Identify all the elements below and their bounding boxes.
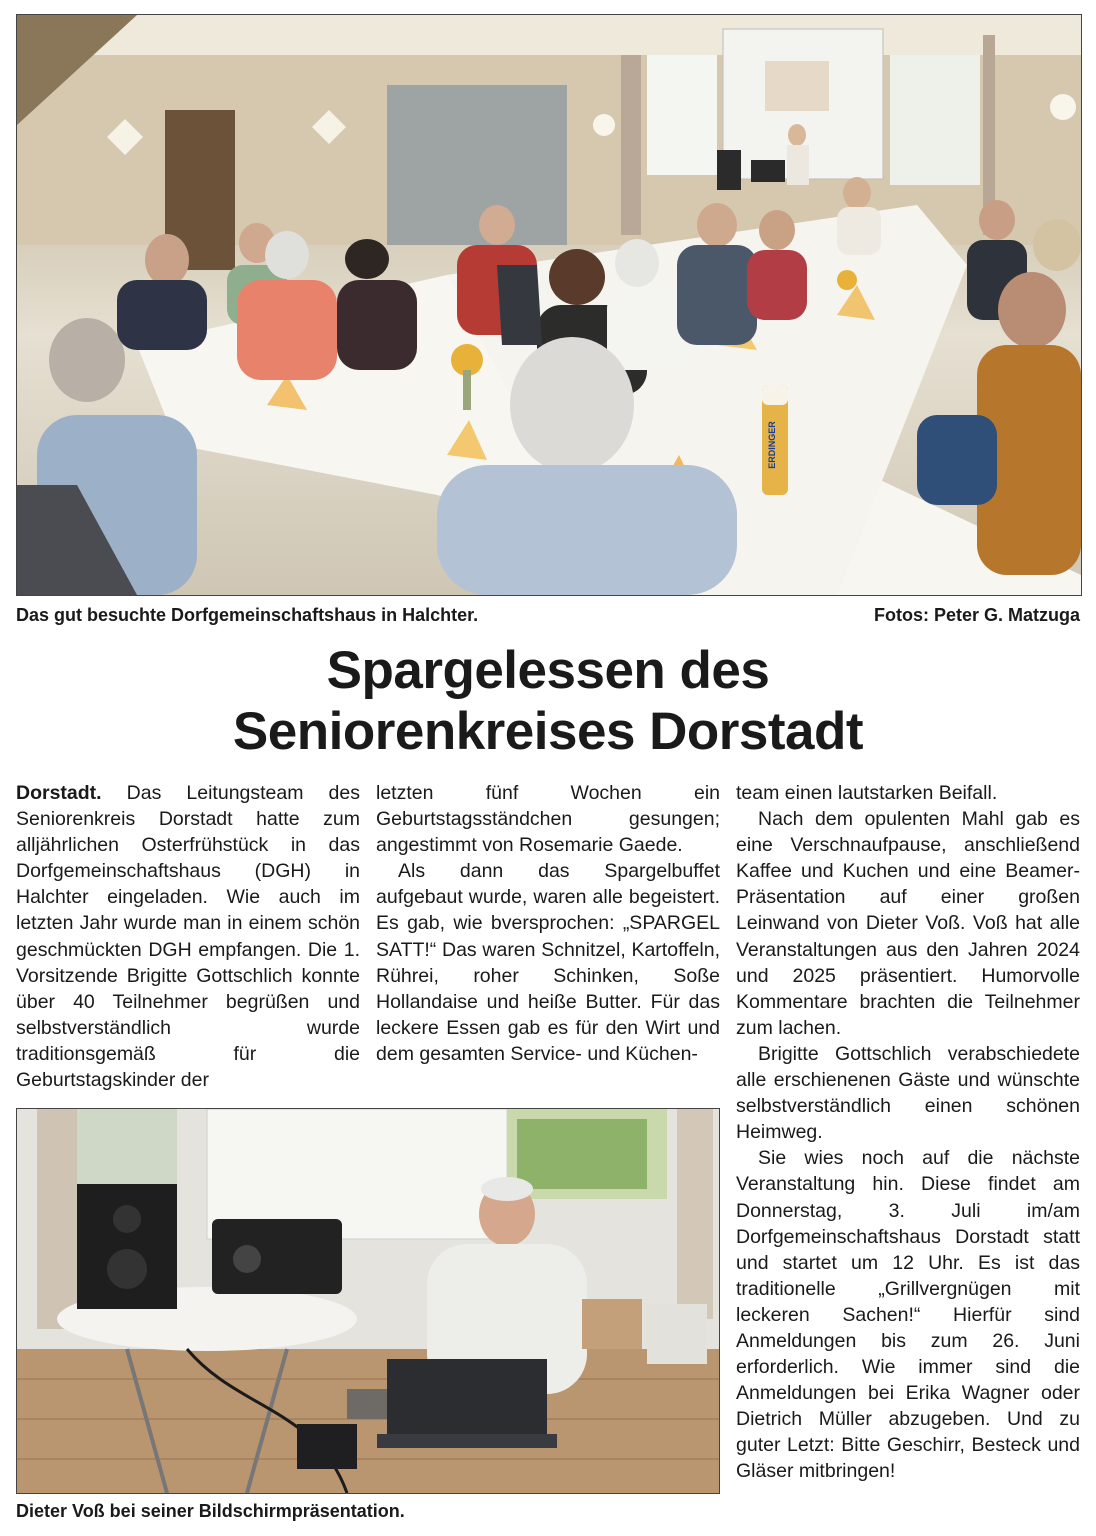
hall-photo-caption: Das gut besuchte Dorfgemeinschaftshaus in Halchter. — [16, 605, 479, 625]
hall-photo-illustration — [17, 15, 1081, 595]
presenter-photo-caption: Dieter Voß bei seiner Bildschirmpräsentation. — [16, 1501, 405, 1521]
headline-line-1: Spargelessen des — [326, 641, 770, 700]
article-paragraph: team einen lautstarken Beifall. — [736, 782, 998, 804]
hall-photo — [16, 14, 1082, 596]
photo-credit: Fotos: Peter G. Matzuga — [873, 605, 1080, 625]
article-headline — [16, 640, 1080, 762]
article-paragraph: Brigitte Gottschlich verabschiedete alle erschienenen Gäste und wünschte selbstverständlich einen schönen Heimweg. — [736, 1042, 1080, 1144]
article-column-2 — [376, 780, 720, 1067]
glass-logo-text: ERDINGER — [767, 421, 777, 469]
article-paragraph — [16, 780, 360, 1093]
article-paragraph: letzten fünf Wochen ein Geburtstagsständchen gesungen; angestimmt von Rosemarie Gaede. — [376, 782, 720, 857]
article-column-1 — [16, 780, 360, 1093]
dateline-place: Dorstadt. — [16, 782, 102, 804]
article-column-3 — [736, 780, 1080, 1485]
article-paragraph: Sie wies noch auf die nächste Veranstaltung hin. Diese findet am Donnerstag, 3. Juli im/am Dorfgemeinschaftshaus Dorstadt statt und startet um 12 Uhr. Es ist das traditionelle „Grillvergnügen mit leckeren Sachen!“ Hierfür sind Anmeldungen bis zum 26. Juni erforderlich. Wie immer sind die Anmeldungen bei Erika Wagner oder Dietrich Müller abzugeben. Und zu guter Letzt: Bitte Geschirr, Besteck und Gläser mitbringen! — [736, 1147, 1080, 1483]
presenter-photo-illustration — [17, 1109, 719, 1493]
article-paragraph: Nach dem opulenten Mahl gab es eine Verschnaufpause, anschließend Kaffee und Kuchen und eine Beamer-Präsentation auf einer großen Leinwand von Dieter Voß. Voß hat alle Veranstaltungen aus den Jahren 2024 und 2025 präsentiert. Humorvolle Kommentare brachten die Teilnehmer zum lachen. — [736, 808, 1080, 1039]
article-paragraph: Als dann das Spargelbuffet aufgebaut wurde, waren alle begeistert. Es gab, wie bversprochen: „SPARGEL SATT!“ Das waren Schnitzel, Kartoffeln, Rührei, roher Schinken, Soße Hollandaise und heiße Butter. Für das leckere Essen gab es für den Wirt und dem gesamten Service- und Küchen- — [376, 860, 720, 1065]
presenter-photo — [16, 1108, 720, 1494]
paragraph-text: Das Leitungsteam des Seniorenkreis Dorstadt hatte zum alljährlichen Osterfrühstück in das Dorfgemeinschaftshaus (DGH) in Halchter eingeladen. Wie auch im letzten Jahr wurde man in einem schön geschmückten DGH empfangen. Die 1. Vorsitzende Brigitte Gottschlich konnte über 40 Teilnehmer begrüßen und selbstverständlich wurde traditionsgemäß für die Geburtstagskinder der — [16, 782, 360, 1092]
headline-line-2: Seniorenkreises Dorstadt — [232, 702, 864, 761]
